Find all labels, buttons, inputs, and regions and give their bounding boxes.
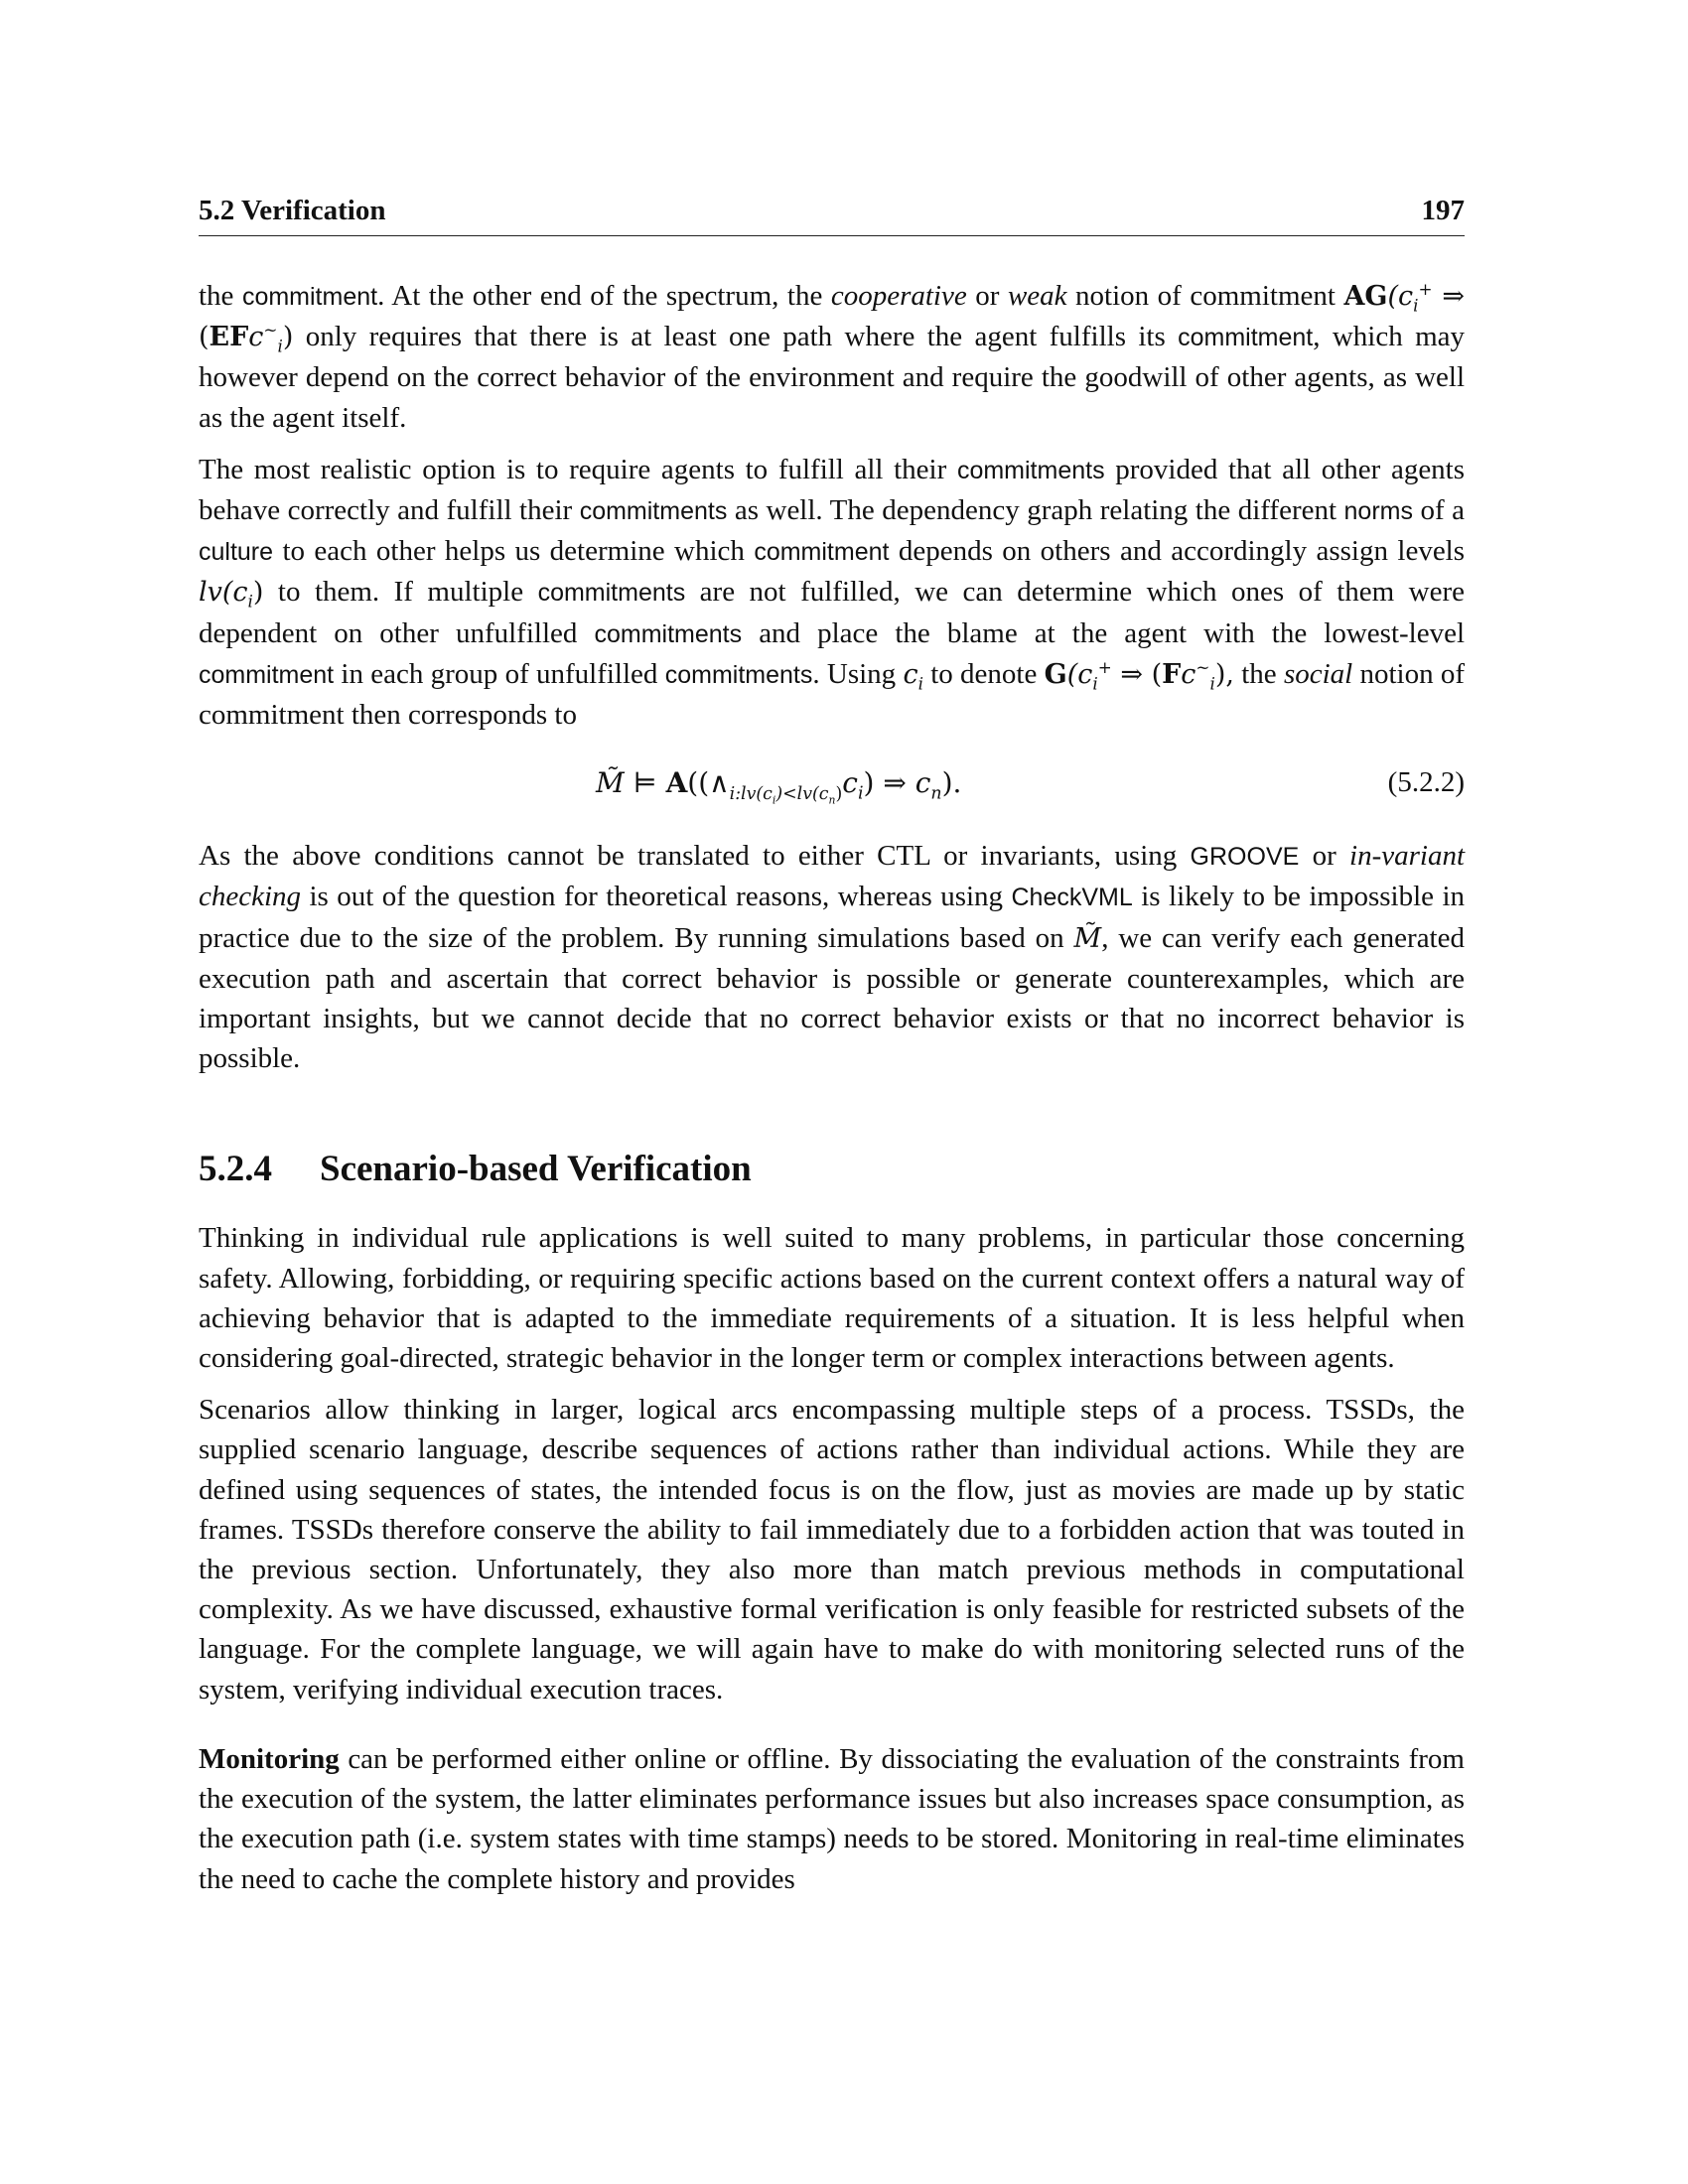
formula-ci: $c_i$: [903, 658, 923, 694]
paragraph-4: Thinking in individual rule applications is well suited to many problems, in particular those concerning safety. Allowing, forbidding, or requiring specific actions based on the current context offers a natural way of achieving behavior that is adapted to the immediate requirements of a situation. It is less helpful when considering goal-directed, strategic behavior in the longer term or complex interactions between agents.: [199, 1222, 1465, 1375]
text: As the above conditions cannot be translated to either CTL or invariants, using: [199, 840, 1178, 873]
text: depends on others and accordingly assign levels: [898, 535, 1466, 568]
page: [199, 195, 1465, 1899]
running-head: [199, 195, 1465, 236]
text: . Using: [812, 657, 897, 690]
keyword: culture: [199, 538, 274, 567]
keyword: commitment: [199, 660, 335, 689]
text: , which may however depend on the correct behavior of the environment and require the goodwill of other agents, as well as the agent itself.: [199, 321, 1466, 434]
equation-body: M̃ ⊨ $A((\wedge_{i:lv(c_i)<lv(c_n)}c_i)$ ⇒ $c_n$).: [596, 766, 962, 807]
emphasis: in-variant checking: [199, 840, 1466, 913]
page-number: 197: [1421, 195, 1465, 226]
formula-social: $G(c_i^+$ ⇒ $(Fc^\sim_i)$,: [1044, 656, 1234, 694]
keyword: commitment: [1178, 324, 1314, 352]
keyword: commitments: [956, 456, 1105, 484]
text: is likely to be impossible in practice due to the size of the problem. By running simulations based on: [199, 881, 1466, 954]
keyword: commitments: [579, 497, 728, 526]
paragraph-6: [199, 1739, 1465, 1899]
text: only requires that there is at least one path where the agent fulfills its: [305, 321, 1166, 353]
equation-5-2-2: [199, 735, 1465, 834]
keyword: commitment: [241, 283, 378, 311]
equation-number: (5.2.2): [1387, 766, 1465, 799]
emphasis: social: [1283, 657, 1353, 690]
text: notion of commitment then corresponds to: [199, 657, 1466, 732]
text: notion of commitment: [1075, 280, 1336, 312]
text: the: [1241, 657, 1277, 690]
run-in-heading: Monitoring: [199, 1742, 340, 1775]
section-number: 5.2.4: [199, 1149, 272, 1190]
text: to them. If multiple: [277, 576, 524, 609]
paragraph-1: [199, 276, 1465, 438]
keyword: commitments: [594, 619, 743, 648]
text: can be performed either online or offline. By dissociating the evaluation of the constraints from the execution of the system, the latter eliminates performance issues but also increases space consumption, as the execution path (i.e. system states with time stamps) needs to be stored. Monitoring in real-time eliminates the need to cache the complete history and provides: [199, 1742, 1465, 1895]
text: and place the blame at the agent with the lowest-level: [759, 616, 1466, 649]
text: to denote: [930, 657, 1038, 690]
text: , we can verify each generated execution path and ascertain that correct behavior is possible or generate counterexamples, which are important insights, but we cannot decide that no correct behavior exists or that no incorrect behavior is possible.: [199, 921, 1465, 1075]
text: are not fulfilled, we can determine which ones of them were dependent on other unfulfilled: [199, 576, 1465, 649]
keyword: commitments: [664, 660, 813, 689]
text: in each group of unfulfilled: [341, 657, 658, 690]
text: is out of the question for theoretical reasons, whereas using: [309, 881, 1004, 913]
paragraph-5: Scenarios allow thinking in larger, logical arcs encompassing multiple steps of a process. TSSDs, the supplied scenario language, describe sequences of actions rather than individual actions. While they are defined using sequences of states, the intended focus is on the flow, just as movies are made up by static frames. TSSDs therefore conserve the ability to fail immediately due to a forbidden action that was touted in the previous section. Unfortunately, they also more than match previous methods in computational complexity. As we have discussed, exhaustive formal verification is only feasible for restricted subsets of the language. For the complete language, we will again have to make do with monitoring selected runs of the system, verifying individual execution traces.: [199, 1394, 1465, 1706]
paragraph-2: [199, 450, 1465, 735]
formula-weak-commitment: $AG(c_i^+$ ⇒ (EFc~$_i$): [199, 279, 1465, 356]
keyword: norms: [1343, 497, 1413, 526]
section-title: Scenario-based Verification: [320, 1149, 752, 1190]
text: The most realistic option is to require agents to fulfill all their: [199, 453, 947, 485]
formula-m-tilde: M̃: [1073, 922, 1102, 954]
formula-level: $lv(c_i)$: [199, 577, 264, 612]
section-header: 5.2 Verification: [199, 195, 386, 226]
tool-name: CheckVML: [1011, 884, 1133, 912]
section-heading: [199, 1148, 1465, 1190]
text: of a: [1420, 494, 1466, 527]
paragraph-3: [199, 836, 1465, 1078]
keyword: commitments: [537, 579, 686, 608]
text: as well. The dependency graph relating the different: [734, 494, 1337, 527]
text: or: [1312, 840, 1336, 873]
tool-name: GROOVE: [1190, 843, 1300, 872]
text: or: [975, 280, 1000, 312]
emphasis: weak: [1007, 280, 1067, 312]
text: provided that all other agents behave correctly and fulfill their: [199, 453, 1466, 527]
text: to each other helps us determine which: [282, 535, 745, 568]
keyword: commitment: [754, 538, 890, 567]
emphasis: cooperative: [830, 280, 967, 312]
text: the: [199, 280, 234, 312]
text: . At the other end of the spectrum, the: [377, 280, 823, 312]
